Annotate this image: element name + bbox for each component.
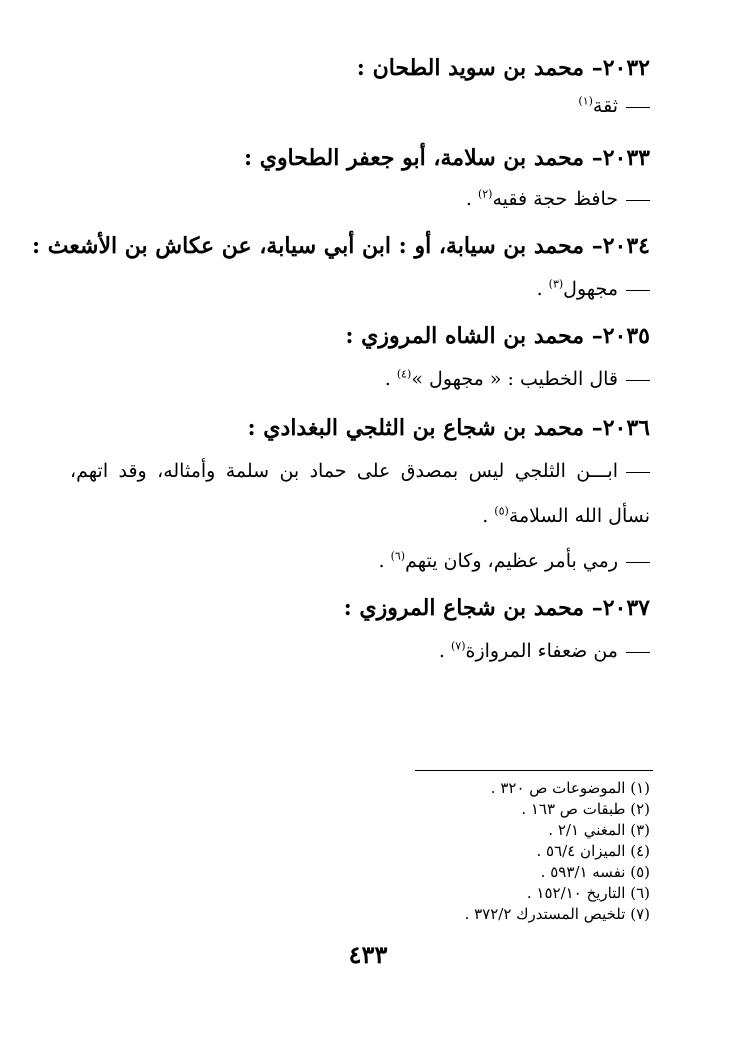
- entry-heading-2035: ٢٠٣٥– محمد بن الشاه المروزي :: [345, 323, 650, 349]
- entry-desc-2035: قال الخطيب : « مجهول »$^{(٤)}$ .: [70, 368, 650, 390]
- footnote-4: (٤) الميزان ٥٦/٤ .: [536, 842, 650, 860]
- footnote-ref-5: (٥): [494, 504, 509, 518]
- entry-desc-2036-line2: نسأل الله السلامة$^{(٥)}$ .: [482, 504, 650, 527]
- footnote-ref-7: (٧): [451, 639, 466, 653]
- footnote-7: (٧) تلخيص المستدرك ٣٧٢/٢ .: [464, 905, 650, 923]
- footnote-2: (٢) طبقات ص ١٦٣ .: [521, 800, 650, 818]
- entry-desc-2036-line3: رمي بأمر عظيم، وكان يتهم$^{(٦)}$ .: [70, 550, 650, 572]
- page-number: ٤٣٣: [348, 940, 388, 969]
- footnote-3: (٣) المغني ٢/١ .: [548, 821, 650, 839]
- dash: [626, 107, 650, 108]
- footnote-1: (١) الموضوعات ص ٣٢٠ .: [490, 779, 650, 797]
- footnote-ref-4: (٤): [396, 367, 412, 381]
- entry-desc-2033: حافظ حجة فقيه$^{(٢)}$ .: [70, 188, 650, 210]
- entry-desc-2032: ثقة$^{(١)}$: [70, 95, 650, 117]
- dash: [626, 652, 650, 653]
- footnote-ref-2: (٢): [477, 187, 493, 201]
- entry-heading-2033: ٢٠٣٣– محمد بن سلامة، أبو جعفر الطحاوي :: [243, 145, 650, 171]
- dash: [626, 562, 650, 563]
- entry-desc-2036-line1: ابـــن الثلجي ليس بمصدق على حماد بن سلمة وأمثاله، وقد اتهم،: [70, 460, 650, 482]
- footnote-5: (٥) نفسه ٥٩٣/١ .: [540, 863, 650, 881]
- footnote-6: (٦) التاريخ ١٥٢/١٠ .: [526, 884, 650, 902]
- entry-desc-2037: من ضعفاء المروازة$^{(٧)}$ .: [70, 640, 650, 662]
- entry-heading-2032: ٢٠٣٢– محمد بن سويد الطحان :: [356, 55, 650, 81]
- entry-desc-2034: مجهول$^{(٣)}$ .: [70, 278, 650, 300]
- entry-heading-2037: ٢٠٣٧– محمد بن شجاع المروزي :: [343, 595, 650, 621]
- dash: [626, 200, 650, 201]
- footnote-ref-1: (١): [578, 94, 593, 108]
- dash: [626, 380, 650, 381]
- entry-heading-2034: ٢٠٣٤– محمد بن سيابة، أو : ابن أبي سيابة، عن عكاش بن الأشعث :: [32, 233, 650, 259]
- footnote-separator: [415, 770, 653, 771]
- entry-heading-2036: ٢٠٣٦– محمد بن شجاع بن الثلجي البغدادي :: [247, 415, 650, 441]
- footnote-ref-3: (٣): [548, 277, 564, 291]
- dash: [626, 472, 650, 473]
- dash: [626, 290, 650, 291]
- footnote-ref-6: (٦): [390, 549, 406, 563]
